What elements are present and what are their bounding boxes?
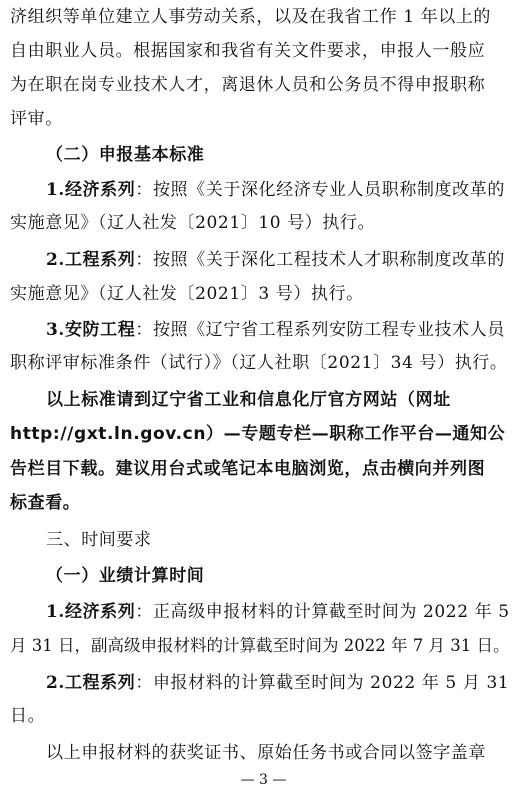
- time-item-engineering: [46, 670, 509, 696]
- notice-line: http://gxt.ln.gov.cn）—专题专栏—职称工作平台—通知公: [10, 424, 506, 444]
- item-label: 2.工程系列: [46, 673, 136, 693]
- notice-line: 告栏目下载。建议用台式或笔记本电脑浏览，点击横向并列图: [10, 459, 486, 479]
- time-item-economics: [46, 599, 510, 625]
- paragraph-line: 评审。: [10, 109, 63, 129]
- item-text: ：正高级申报材料的计算截至时间为 2022 年 5: [135, 602, 510, 622]
- paragraph-line: 实施意见》（辽人社发〔2021〕10 号）执行。: [10, 213, 376, 233]
- paragraph-line: 日。: [10, 706, 46, 726]
- notice-line: 标查看。: [10, 493, 81, 513]
- paragraph-line: 自由职业人员。根据国家和我省有关文件要求，申报人一般应: [10, 41, 486, 61]
- section-heading: （二）申报基本标准: [46, 145, 205, 165]
- standard-item-engineering: [46, 247, 505, 273]
- item-text: ：按照《辽宁省工程系列安防工程专业技术人员: [135, 320, 505, 340]
- subsection-heading: （一）业绩计算时间: [46, 566, 205, 586]
- item-text: ：按照《关于深化工程技术人才职称制度改革的: [135, 250, 505, 270]
- item-label: 3.安防工程: [46, 320, 136, 340]
- item-text: ：按照《关于深化经济专业人员职称制度改革的: [135, 180, 505, 200]
- item-text: ：申报材料的计算截至时间为 2022 年 5 月 31: [135, 673, 510, 693]
- paragraph-line: 以上申报材料的获奖证书、原始任务书或合同以签字盖章: [46, 743, 486, 763]
- paragraph-line: 月 31 日，副高级申报材料的计算截至时间为 2022 年 7 月 31 日。: [10, 636, 510, 655]
- paragraph-line: 职称评审标准条件（试行）》（辽人社职〔2021〕34 号）执行。: [10, 353, 508, 373]
- item-label: 2.工程系列: [46, 250, 136, 270]
- standard-item-security: [46, 317, 505, 343]
- paragraph-line: 济组织等单位建立人事劳动关系，以及在我省工作 1 年以上的: [10, 7, 492, 27]
- notice-line: 以上标准请到辽宁省工业和信息化厅官方网站（网址: [46, 390, 451, 410]
- paragraph-line: 实施意见》（辽人社发〔2021〕3 号）执行。: [10, 284, 364, 304]
- page-number: — 3 —: [240, 772, 287, 788]
- paragraph-line: 为在职在岗专业技术人才，离退休人员和公务员不得申报职称: [10, 75, 486, 95]
- standard-item-economics: [46, 177, 505, 203]
- item-label: 1.经济系列: [46, 602, 136, 622]
- section-heading: 三、时间要求: [46, 530, 152, 550]
- item-label: 1.经济系列: [46, 180, 136, 200]
